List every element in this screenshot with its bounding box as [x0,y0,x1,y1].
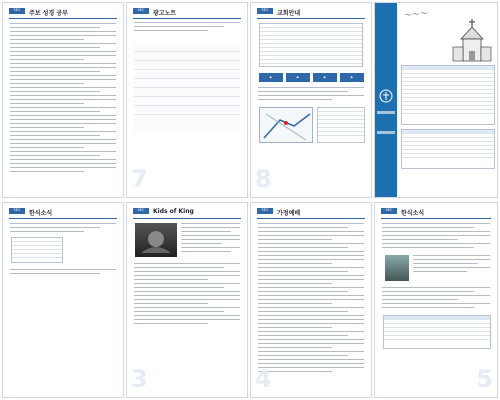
flow-step: ▶ [340,73,364,82]
divider [381,218,491,219]
body-text [10,23,116,175]
brand-divider [377,111,395,114]
page-title: 가정예배 [277,210,301,217]
cover-handwritten-heading: 〜〜〜 [402,8,428,21]
page-title: 광고노트 [153,10,177,17]
map [259,107,313,143]
page-notice-board [126,2,248,198]
worship-order-table [401,65,495,125]
section-tag: SEC [133,208,149,214]
news-photo-caption [413,255,490,275]
brand-logo [377,89,395,104]
kids-intro [181,223,240,255]
family-body [258,223,364,375]
flow-step: ▶ [313,73,337,82]
brand-divider [377,131,395,134]
divider [257,218,365,219]
news-text-2 [10,269,116,277]
section-tag: SEC [257,8,273,14]
page-news-1 [2,202,124,398]
schedule-table [317,107,365,143]
kids-photo [135,223,177,257]
page-title: 주보 성경 공부 [29,10,68,17]
notice-list [134,22,240,34]
page-number: 3 [131,365,148,393]
page-title: 한식소식 [401,210,425,217]
section-tag: SEC [257,208,273,214]
divider [257,18,365,19]
staff-table [259,23,363,67]
news-table [11,237,63,263]
divider [133,18,241,19]
page-cover [374,2,498,198]
section-tag: SEC [9,8,25,14]
flow-step: ▶ [286,73,310,82]
divider [9,218,117,219]
section-tag: SEC [9,208,25,214]
page-title: Kids of King [153,208,194,215]
guide-text [258,87,364,103]
news-list [382,223,490,251]
page-number: 4 [255,365,272,393]
news-text [10,223,116,235]
notes-area [134,43,240,133]
kids-body [134,263,240,327]
page-number: 7 [131,165,148,193]
page-news-2 [374,202,498,398]
page-number: 5 [476,365,493,393]
news-body [382,287,490,311]
page-title: 교회안내 [277,10,301,17]
news-photo [385,255,409,281]
section-tag: SEC [381,208,397,214]
schedule-table [383,315,491,349]
page-church-guide [250,2,372,198]
offering-table [401,129,495,169]
divider [133,218,241,219]
page-family-worship [250,202,372,398]
page-bible-study [2,2,124,198]
church-illustration [451,17,493,63]
page-number: 8 [255,165,272,193]
page-kids-of-king [126,202,248,398]
page-title: 한식소식 [29,210,53,217]
divider [9,18,117,19]
flow-step: ▶ [259,73,283,82]
section-tag: SEC [133,8,149,14]
